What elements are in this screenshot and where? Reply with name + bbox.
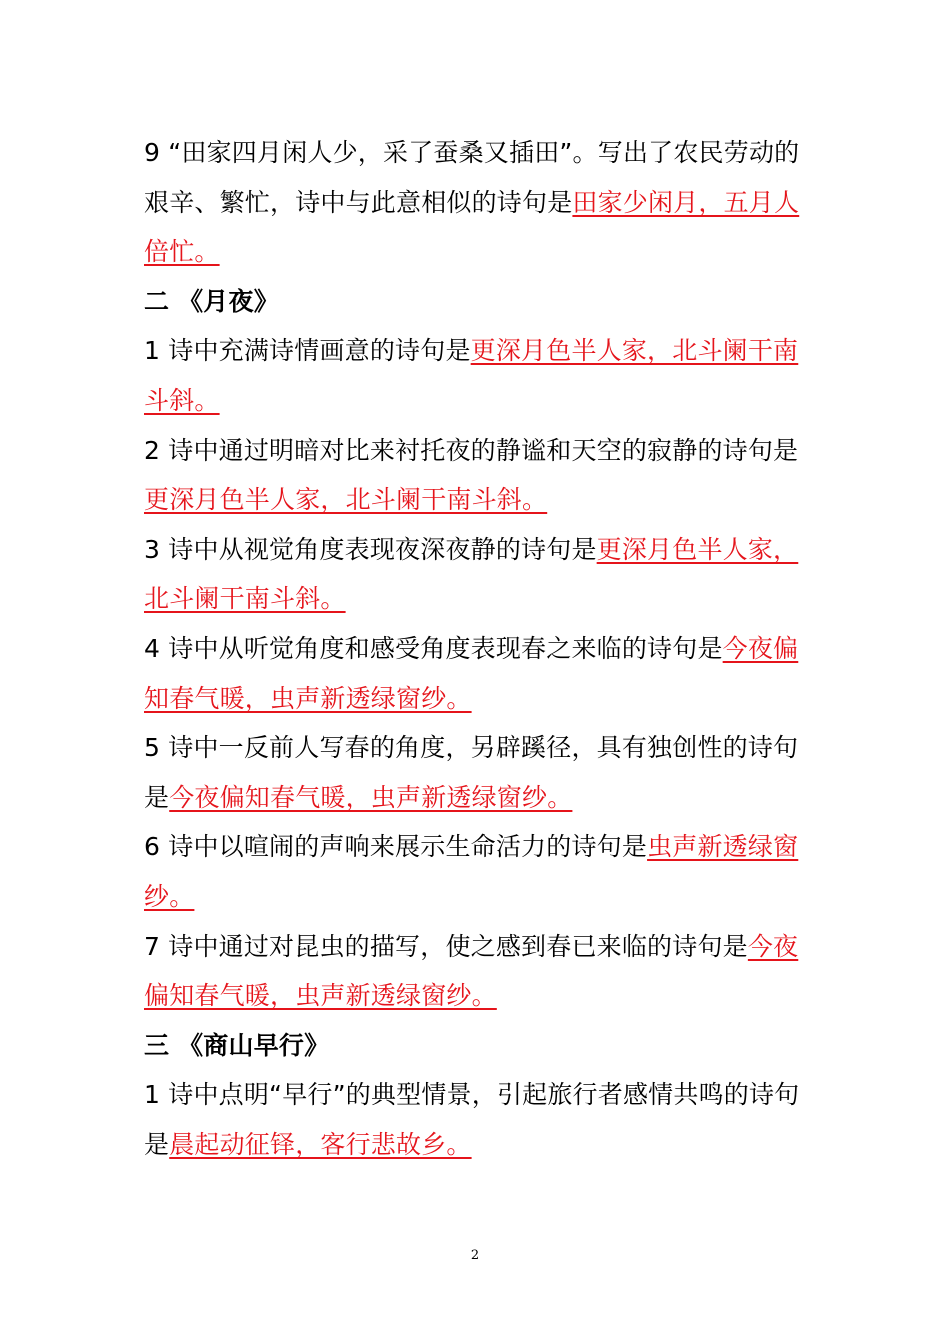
answer-text: 晨起动征铎，客行悲故乡。 [169, 1129, 472, 1159]
page-number: 2 [470, 1248, 480, 1263]
answer-text: 更深月色半人家，北斗阑干南斗斜。 [144, 336, 799, 415]
answer-text: 更深月色半人家，北斗阑干南斗斜。 [144, 485, 548, 515]
question-6 [144, 822, 812, 921]
answer-text: 虫声新透绿窗纱。 [144, 832, 799, 911]
question-4 [144, 624, 812, 723]
question-1 [144, 326, 812, 425]
question-7 [144, 922, 812, 1021]
answer-text: 田家少闲月，五月人倍忙。 [144, 187, 800, 267]
question-text: 1 诗中充满诗情画意的诗句是 [144, 336, 471, 366]
answer-text: 今夜偏知春气暖，虫声新透绿窗纱。 [169, 782, 573, 812]
section-heading-shangshan: 三 《商山早行》 [144, 1030, 330, 1060]
question-text: 7 诗中通过对昆虫的描写，使之感到春已来临的诗句是 [144, 931, 748, 961]
answer-text: 更深月色半人家，北斗阑干南斗斜。 [144, 534, 799, 614]
question-1-shangshan [144, 1070, 812, 1169]
question-9 [144, 128, 812, 277]
answer-text: 今夜偏知春气暖，虫声新透绿窗纱。 [144, 931, 799, 1011]
question-text: 4 诗中从听觉角度和感受角度表现春之来临的诗句是 [144, 633, 723, 663]
question-5 [144, 723, 812, 822]
question-text: 5 诗中一反前人写春的角度，另辟蹊径，具有独创性的诗句是 [144, 733, 799, 812]
document-body [144, 128, 812, 1169]
question-text: 9 “田家四月闲人少，采了蚕桑又插田”。写出了农民劳动的艰辛、繁忙，诗中与此意相似的诗句是 [144, 138, 800, 217]
question-3 [144, 525, 812, 624]
question-text: 1 诗中点明“早行”的典型情景，引起旅行者感情共鸣的诗句是 [144, 1080, 800, 1159]
answer-text: 今夜偏知春气暖，虫声新透绿窗纱。 [144, 633, 799, 713]
section-heading-yueye: 二 《月夜》 [144, 286, 279, 316]
question-2 [144, 426, 812, 525]
question-text: 6 诗中以喧闹的声响来展示生命活力的诗句是 [144, 832, 648, 862]
question-text: 2 诗中通过明暗对比来衬托夜的静谧和天空的寂静的诗句是 [144, 435, 799, 465]
question-text: 3 诗中从视觉角度表现夜深夜静的诗句是 [144, 534, 597, 564]
